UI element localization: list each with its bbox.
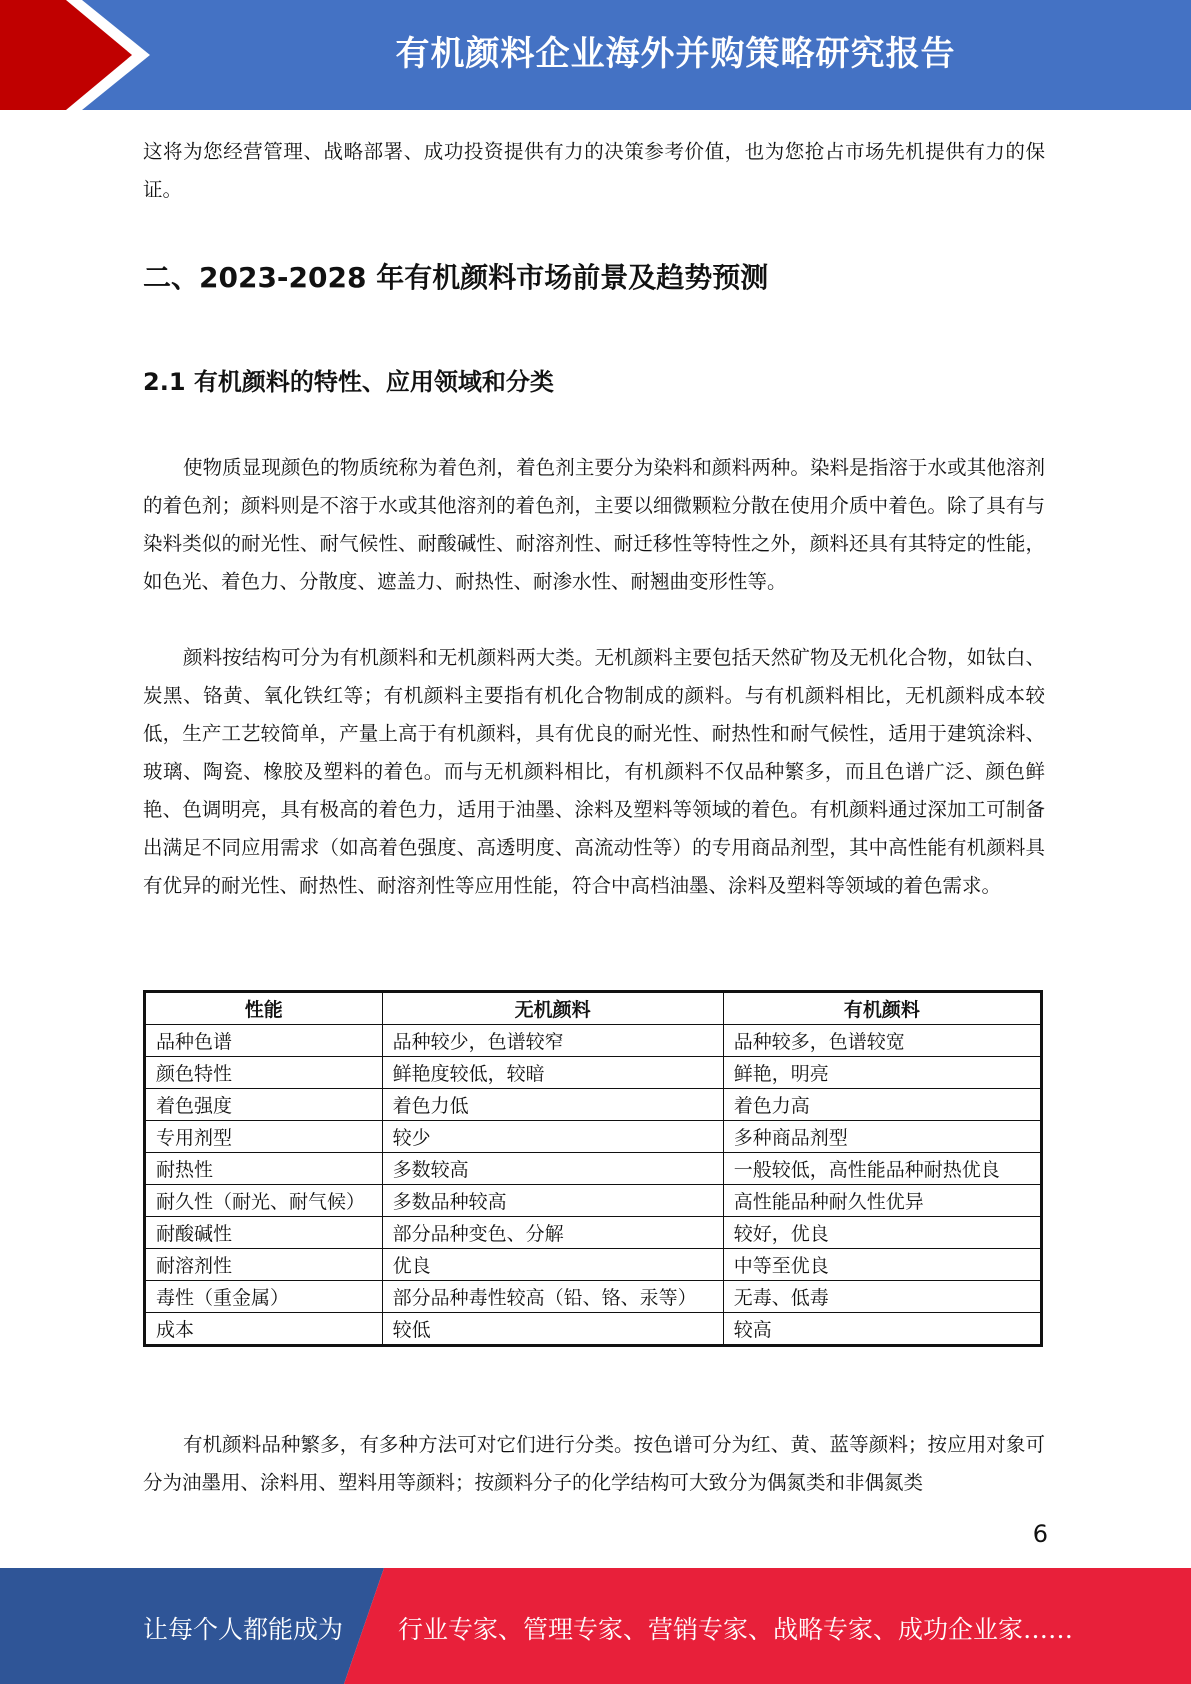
table-cell: 一般较低，高性能品种耐热优良 <box>723 1153 1041 1185</box>
table-cell: 成本 <box>145 1313 383 1346</box>
table-cell: 较低 <box>382 1313 723 1346</box>
paragraph-block-1 <box>143 449 1045 601</box>
table-cell: 品种较多，色谱较宽 <box>723 1025 1041 1057</box>
table-cell: 耐久性（耐光、耐气候） <box>145 1185 383 1217</box>
paragraph-block-2 <box>143 639 1045 905</box>
table-row <box>145 1089 1042 1121</box>
table-cell: 着色力低 <box>382 1089 723 1121</box>
footer-slogan-left: 让每个人都能成为 <box>143 1615 344 1644</box>
table-row <box>145 1025 1042 1057</box>
table-row <box>145 1057 1042 1089</box>
table-row <box>145 1153 1042 1185</box>
table-header-cell: 有机颜料 <box>723 992 1041 1025</box>
table-row <box>145 1185 1042 1217</box>
body-paragraph: 有机颜料品种繁多，有多种方法可对它们进行分类。按色谱可分为红、黄、蓝等颜料；按应用对象可分为油墨用、涂料用、塑料用等颜料；按颜料分子的化学结构可大致分为偶氮类和非偶氮类 <box>143 1433 1045 1494</box>
page-header <box>0 0 1191 110</box>
table-cell: 多数品种较高 <box>382 1185 723 1217</box>
table-cell: 鲜艳，明亮 <box>723 1057 1041 1089</box>
table-cell: 品种色谱 <box>145 1025 383 1057</box>
table-cell: 着色力高 <box>723 1089 1041 1121</box>
table-header-cell: 性能 <box>145 992 383 1025</box>
table-cell: 较高 <box>723 1313 1041 1346</box>
intro-block <box>143 133 1045 209</box>
subsection-heading: 2.1 有机颜料的特性、应用领域和分类 <box>143 368 554 396</box>
table-cell: 颜色特性 <box>145 1057 383 1089</box>
page-number: 6 <box>1032 1520 1048 1548</box>
table-cell: 鲜艳度较低，较暗 <box>382 1057 723 1089</box>
table-header-row <box>145 992 1042 1025</box>
table-row <box>145 1281 1042 1313</box>
table-row <box>145 1249 1042 1281</box>
header-chevron-icon <box>0 0 160 110</box>
table-header-cell: 无机颜料 <box>382 992 723 1025</box>
body-paragraph: 使物质显现颜色的物质统称为着色剂，着色剂主要分为染料和颜料两种。染料是指溶于水或其他溶剂的着色剂；颜料则是不溶于水或其他溶剂的着色剂，主要以细微颗粒分散在使用介质中着色。除了具有与染料类似的耐光性、耐气候性、耐酸碱性、耐溶剂性、耐迁移性等特性之外，颜料还具有其特定的性能，如色光、着色力、分散度、遮盖力、耐热性、耐渗水性、耐翘曲变形性等。 <box>143 456 1045 593</box>
intro-paragraph: 这将为您经营管理、战略部署、成功投资提供有力的决策参考价值，也为您抢占市场先机提供有力的保证。 <box>143 140 1045 201</box>
table-row <box>145 1217 1042 1249</box>
table-cell: 毒性（重金属） <box>145 1281 383 1313</box>
paragraph-block-3 <box>143 1426 1045 1502</box>
report-title: 有机颜料企业海外并购策略研究报告 <box>395 34 956 74</box>
table-cell: 无毒、低毒 <box>723 1281 1041 1313</box>
table-cell: 品种较少，色谱较窄 <box>382 1025 723 1057</box>
body-paragraph: 颜料按结构可分为有机颜料和无机颜料两大类。无机颜料主要包括天然矿物及无机化合物，如钛白、炭黑、铬黄、氧化铁红等；有机颜料主要指有机化合物制成的颜料。与有机颜料相比，无机颜料成本较低，生产工艺较简单，产量上高于有机颜料，具有优良的耐光性、耐热性和耐气候性，适用于建筑涂料、玻璃、陶瓷、橡胶及塑料的着色。而与无机颜料相比，有机颜料不仅品种繁多，而且色谱广泛、颜色鲜艳、色调明亮，具有极高的着色力，适用于油墨、涂料及塑料等领域的着色。有机颜料通过深加工可制备出满足不同应用需求（如高着色强度、高透明度、高流动性等）的专用商品剂型，其中高性能有机颜料具有优异的耐光性、耐热性、耐溶剂性等应用性能，符合中高档油墨、涂料及塑料等领域的着色需求。 <box>143 646 1045 897</box>
table-cell: 部分品种变色、分解 <box>382 1217 723 1249</box>
table-cell: 着色强度 <box>145 1089 383 1121</box>
footer-slogan-right: 行业专家、管理专家、营销专家、战略专家、成功企业家…… <box>398 1615 1074 1644</box>
table-cell: 优良 <box>382 1249 723 1281</box>
table-row <box>145 1121 1042 1153</box>
table-cell: 中等至优良 <box>723 1249 1041 1281</box>
section-heading: 二、2023-2028 年有机颜料市场前景及趋势预测 <box>143 261 769 294</box>
table-cell: 专用剂型 <box>145 1121 383 1153</box>
pigment-comparison-table <box>143 990 1043 1347</box>
table-cell: 多数较高 <box>382 1153 723 1185</box>
table-cell: 耐溶剂性 <box>145 1249 383 1281</box>
table-cell: 耐酸碱性 <box>145 1217 383 1249</box>
table-row <box>145 1313 1042 1346</box>
table-cell: 高性能品种耐久性优异 <box>723 1185 1041 1217</box>
table-cell: 部分品种毒性较高（铅、铬、汞等） <box>382 1281 723 1313</box>
table-cell: 较少 <box>382 1121 723 1153</box>
table-cell: 多种商品剂型 <box>723 1121 1041 1153</box>
table-cell: 耐热性 <box>145 1153 383 1185</box>
table-cell: 较好，优良 <box>723 1217 1041 1249</box>
